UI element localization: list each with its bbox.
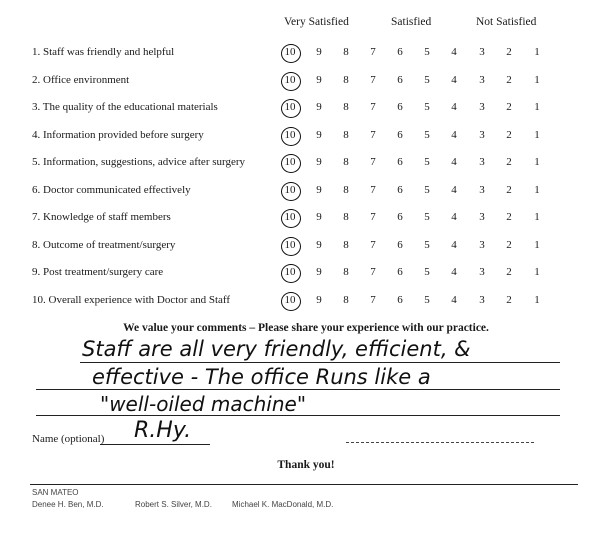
rating-option[interactable]: 6 (397, 293, 403, 306)
rating-option[interactable]: 1 (534, 101, 540, 113)
rating-option[interactable]: 1 (534, 211, 540, 223)
rating-option[interactable]: 8 (343, 156, 349, 168)
comment-underline-3 (36, 415, 560, 416)
rating-option[interactable]: 7 (370, 156, 376, 168)
rating-option[interactable]: 8 (343, 211, 349, 223)
rating-option[interactable]: 5 (424, 293, 430, 306)
rating-option[interactable]: 3 (479, 46, 485, 58)
selected-rating-circle (281, 292, 301, 311)
rating-option[interactable]: 7 (370, 101, 376, 113)
rating-option[interactable]: 5 (424, 73, 430, 86)
rating-option[interactable]: 9 (316, 211, 322, 223)
rating-option[interactable]: 7 (370, 73, 376, 86)
rating-option[interactable]: 2 (506, 266, 512, 278)
rating-option[interactable]: 10 (284, 238, 296, 251)
rating-option[interactable]: 7 (370, 183, 376, 196)
footer-doctor-2: Robert S. Silver, M.D. (135, 500, 212, 509)
rating-option[interactable]: 1 (534, 73, 540, 86)
rating-option[interactable]: 2 (506, 293, 512, 306)
rating-option[interactable]: 3 (479, 156, 485, 168)
selected-rating-circle (281, 154, 301, 173)
rating-option[interactable]: 6 (397, 211, 403, 223)
rating-option[interactable]: 4 (451, 101, 457, 113)
footer-doctor-1: Denee H. Ben, M.D. (32, 500, 104, 509)
rating-option[interactable]: 2 (506, 238, 512, 251)
rating-option[interactable]: 5 (424, 101, 430, 113)
rating-option[interactable]: 4 (451, 73, 457, 86)
rating-option[interactable]: 6 (397, 156, 403, 168)
name-underline (100, 444, 210, 445)
rating-option[interactable]: 2 (506, 183, 512, 196)
rating-option[interactable]: 10 (284, 73, 296, 86)
rating-option[interactable]: 2 (506, 73, 512, 86)
rating-option[interactable]: 7 (370, 46, 376, 58)
question-label: 4. Information provided before surgery (32, 128, 204, 141)
rating-option[interactable]: 4 (451, 128, 457, 141)
rating-option[interactable]: 1 (534, 183, 540, 196)
rating-option[interactable]: 5 (424, 266, 430, 278)
rating-option[interactable]: 9 (316, 128, 322, 141)
question-label: 7. Knowledge of staff members (32, 211, 171, 223)
rating-option[interactable]: 3 (479, 101, 485, 113)
rating-option[interactable]: 9 (316, 266, 322, 278)
rating-option[interactable]: 2 (506, 156, 512, 168)
signature-line (346, 442, 534, 443)
name-signature: R.Hy. (134, 418, 192, 443)
rating-option[interactable]: 10 (284, 211, 296, 223)
rating-option[interactable]: 7 (370, 211, 376, 223)
rating-option[interactable]: 6 (397, 183, 403, 196)
rating-option[interactable]: 9 (316, 101, 322, 113)
rating-option[interactable]: 4 (451, 156, 457, 168)
scale-header-very-satisfied: Very Satisfied (284, 16, 349, 28)
rating-option[interactable]: 5 (424, 46, 430, 58)
selected-rating-circle (281, 72, 301, 91)
selected-rating-circle (281, 209, 301, 228)
selected-rating-circle (281, 237, 301, 256)
rating-option[interactable]: 3 (479, 293, 485, 306)
question-label: 9. Post treatment/surgery care (32, 266, 164, 278)
rating-option[interactable]: 5 (424, 238, 430, 251)
rating-option[interactable]: 10 (284, 128, 296, 141)
rating-option[interactable]: 4 (451, 211, 457, 223)
rating-option[interactable]: 6 (397, 73, 403, 86)
comment-line-2: effective - The office Runs like a (92, 365, 431, 389)
rating-option[interactable]: 7 (370, 293, 376, 306)
rating-option[interactable]: 3 (479, 266, 485, 278)
rating-option[interactable]: 3 (479, 211, 485, 223)
question-label: 5. Information, suggestions, advice after surgery (32, 156, 246, 168)
rating-option[interactable]: 10 (284, 101, 296, 113)
rating-option[interactable]: 10 (284, 156, 296, 168)
rating-option[interactable]: 6 (397, 266, 403, 278)
comment-line-3: "well-oiled machine" (100, 392, 307, 416)
footer-rule (30, 484, 578, 485)
question-label: 3. The quality of the educational materials (32, 101, 218, 113)
rating-option[interactable]: 9 (316, 73, 322, 86)
rating-option[interactable]: 4 (451, 266, 457, 278)
selected-rating-circle (281, 127, 301, 146)
rating-option[interactable]: 6 (397, 128, 403, 141)
comment-line-1: Staff are all very friendly, efficient, & (82, 337, 471, 361)
rating-option[interactable]: 1 (534, 266, 540, 278)
question-label: 6. Doctor communicated effectively (32, 183, 191, 196)
rating-option[interactable]: 1 (534, 128, 540, 141)
rating-option[interactable]: 9 (316, 238, 322, 251)
rating-option[interactable]: 8 (343, 46, 349, 58)
rating-option[interactable]: 8 (343, 266, 349, 278)
selected-rating-circle (281, 99, 301, 118)
rating-option[interactable]: 4 (451, 183, 457, 196)
rating-option[interactable]: 5 (424, 128, 430, 141)
rating-option[interactable]: 8 (343, 238, 349, 251)
rating-option[interactable]: 6 (397, 238, 403, 251)
scale-header-not-satisfied: Not Satisfied (476, 16, 537, 28)
rating-option[interactable]: 1 (534, 293, 540, 306)
scale-header-satisfied: Satisfied (391, 16, 432, 28)
rating-option[interactable]: 8 (343, 128, 349, 141)
rating-option[interactable]: 2 (506, 46, 512, 58)
rating-option[interactable]: 2 (506, 128, 512, 141)
rating-option[interactable]: 3 (479, 238, 485, 251)
question-label: 1. Staff was friendly and helpful (32, 46, 175, 58)
footer-doctor-3: Michael K. MacDonald, M.D. (232, 500, 334, 509)
rating-option[interactable]: 8 (343, 293, 349, 306)
comment-underline-2 (36, 389, 560, 390)
rating-option[interactable]: 1 (534, 46, 540, 58)
rating-option[interactable]: 3 (479, 183, 485, 196)
rating-option[interactable]: 1 (534, 156, 540, 168)
rating-option[interactable]: 5 (424, 183, 430, 196)
question-label: 2. Office environment (32, 73, 130, 86)
rating-option[interactable]: 4 (451, 293, 457, 306)
thank-you: Thank you! (277, 459, 335, 471)
rating-option[interactable]: 8 (343, 101, 349, 113)
selected-rating-circle (281, 182, 301, 201)
comment-underline-1 (80, 362, 560, 363)
rating-option[interactable]: 2 (506, 211, 512, 223)
rating-option[interactable]: 9 (316, 293, 322, 306)
rating-option[interactable]: 9 (316, 183, 322, 196)
selected-rating-circle (281, 264, 301, 283)
rating-option[interactable]: 3 (479, 128, 485, 141)
rating-option[interactable]: 3 (479, 73, 485, 86)
rating-option[interactable]: 2 (506, 101, 512, 113)
rating-option[interactable]: 8 (343, 73, 349, 86)
rating-option[interactable]: 9 (316, 46, 322, 58)
rating-option[interactable]: 5 (424, 211, 430, 223)
selected-rating-circle (281, 44, 301, 63)
rating-option[interactable]: 1 (534, 238, 540, 251)
rating-option[interactable]: 6 (397, 101, 403, 113)
rating-option[interactable]: 4 (451, 238, 457, 251)
rating-option[interactable]: 6 (397, 46, 403, 58)
rating-option[interactable]: 8 (343, 183, 349, 196)
footer-practice: SAN MATEO (32, 488, 79, 497)
rating-option[interactable]: 7 (370, 128, 376, 141)
rating-option[interactable]: 9 (316, 156, 322, 168)
rating-option[interactable]: 10 (284, 183, 296, 196)
rating-option[interactable]: 7 (370, 238, 376, 251)
rating-option[interactable]: 4 (451, 46, 457, 58)
rating-option[interactable]: 10 (284, 266, 296, 278)
question-label: 10. Overall experience with Doctor and Staff (32, 293, 231, 306)
name-label: Name (optional) (32, 433, 105, 445)
rating-option[interactable]: 5 (424, 156, 430, 168)
rating-option[interactable]: 10 (284, 46, 296, 58)
rating-option[interactable]: 10 (284, 293, 296, 306)
comments-prompt: We value your comments – Please share your experience with our practice. (123, 322, 489, 334)
question-label: 8. Outcome of treatment/surgery (32, 238, 176, 251)
rating-option[interactable]: 7 (370, 266, 376, 278)
